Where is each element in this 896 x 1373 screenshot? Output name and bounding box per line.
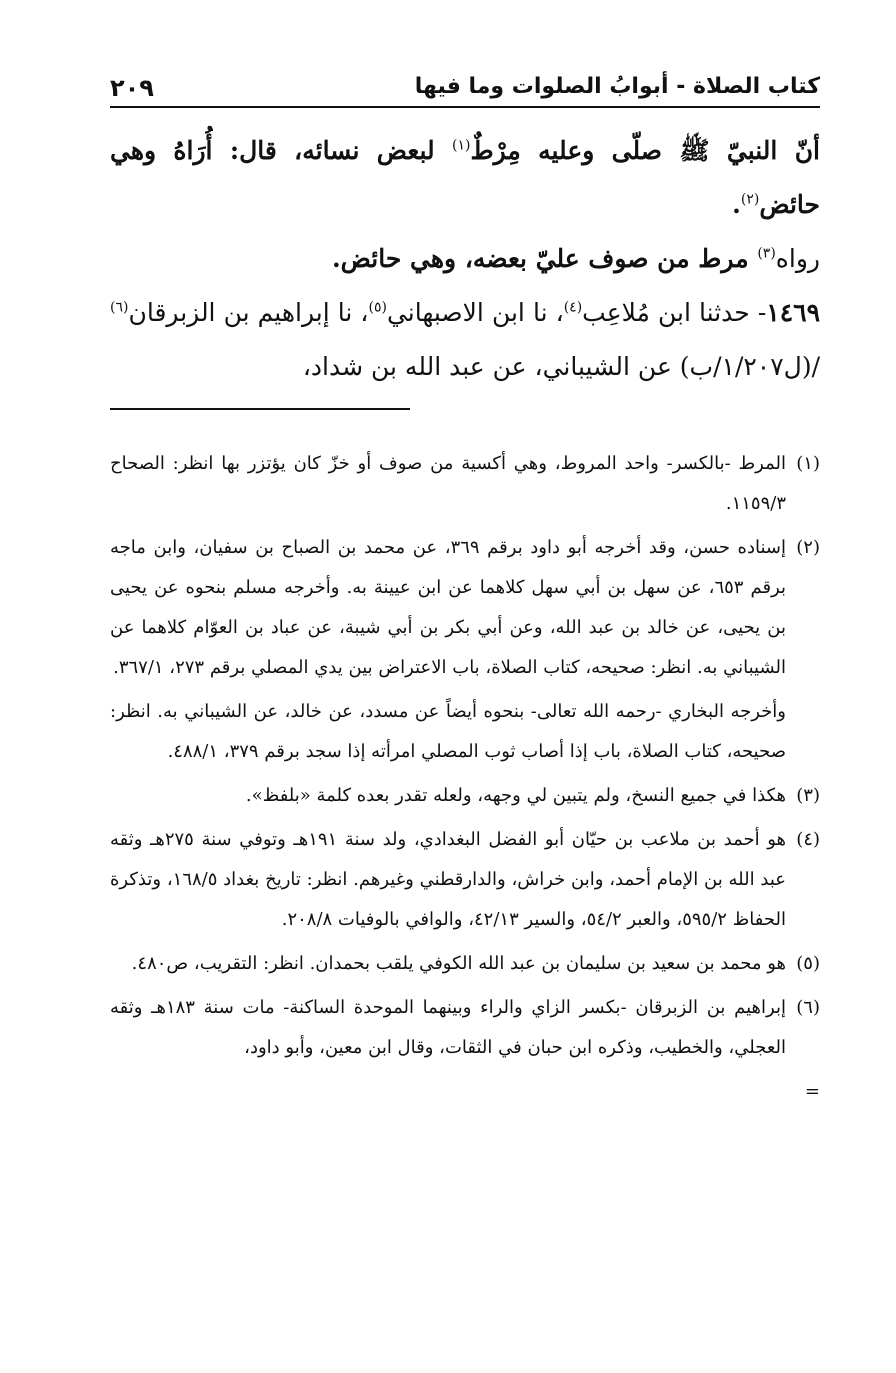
footnote-text: هكذا في جميع النسخ، ولم يتبين لي وجهه، ولعله تقدر بعده كلمة «بلفظ».: [245, 785, 786, 806]
footnotes: [110, 444, 820, 1112]
header-rule: [110, 106, 820, 108]
footnote-4: [110, 820, 820, 940]
page-number: ٢٠٩: [110, 74, 154, 102]
page: [110, 70, 820, 1130]
main-line-1-end: .: [732, 190, 741, 219]
footnote-ref-1: (١): [451, 137, 471, 154]
footnote-text: المرط -بالكسر- واحد المروط، وهي أكسية من صوف أو خزّ كان يؤتزر بها انظر: الصحاح ١١٥٩/٣.: [110, 453, 786, 514]
main-line-1-mid: لبعض نسائه، قال: أُرَاهُ وهي حائض: [110, 136, 820, 219]
hadith-text-b: ، نا ابن الاصبهاني: [386, 298, 564, 327]
main-line-2: [110, 232, 820, 286]
footnote-1: [110, 444, 820, 524]
footnote-3: [110, 776, 820, 816]
footnote-text: إبراهيم بن الزبرقان -بكسر الزاي والراء وبينهما الموحدة الساكنة- مات سنة ١٨٣هـ وثقه العجلي، والخطيب، وذكره ابن حبان في الثقات، وقال ابن معين، وأبو داود،: [110, 997, 786, 1058]
main-hadith-1469: [110, 286, 820, 394]
main-text: [110, 124, 820, 394]
footnote-ref-4: (٤): [563, 299, 583, 316]
footnote-number: (٤): [796, 829, 821, 850]
footnote-ref-5: (٥): [368, 299, 387, 316]
hadith-text-c: ، نا إبراهيم بن الزبرقان: [128, 298, 369, 327]
main-line-2-start: رواه: [775, 244, 820, 273]
footnote-2-continuation: [110, 692, 820, 772]
main-line-1: [110, 124, 820, 232]
footnote-number: (٢): [796, 537, 820, 558]
footnote-ref-3: (٣): [757, 245, 776, 262]
running-header: [110, 70, 820, 106]
continuation-mark: =: [804, 1081, 820, 1102]
footnote-text: هو محمد بن سعيد بن سليمان بن عبد الله الكوفي يلقب بحمدان. انظر: التقريب، ص٤٨٠.: [131, 953, 786, 974]
hadith-number: ١٤٦٩: [766, 298, 820, 327]
hadith-text-d: /(ل١/٢٠٧/ب) عن الشيباني، عن عبد الله بن شداد،: [302, 352, 820, 381]
main-line-1-start: أنّ النبيّ ﷺ صلّى وعليه مِرْطٌ: [470, 136, 821, 165]
footnote-text: هو أحمد بن ملاعب بن حيّان أبو الفضل البغدادي، ولد سنة ١٩١هـ وتوفي سنة ٢٧٥هـ وثقه عبد الله بن الإمام أحمد، وابن خراش، والدارقطني وغيرهم. انظر: تاريخ بغداد ١٦٨/٥، وتذكرة الحفاظ ٥٩٥/٢، والعبر ٥٤/٢، والسير ٤٢/١٣، والوافي بالوفيات ٢٠٨/٨.: [110, 829, 787, 930]
footnote-separator: [110, 408, 820, 428]
header-title: كتاب الصلاة - أبوابُ الصلوات وما فيها: [414, 74, 820, 99]
hadith-text-a: - حدثنا ابن مُلاعِب: [582, 298, 767, 327]
footnote-ref-2: (٢): [740, 191, 760, 208]
footnote-5: [110, 944, 820, 984]
footnote-number: (١): [796, 453, 820, 474]
footnote-2: [110, 528, 820, 688]
footnote-number: (٥): [796, 953, 820, 974]
footnote-text: وأخرجه البخاري -رحمه الله تعالى- بنحوه أيضاً عن مسدد، عن خالد، عن الشيباني به. انظر: صحيحه، كتاب الصلاة، باب إذا أصاب ثوب المصلي امرأته إذا سجد برقم ٣٧٩، ٤٨٨/١.: [110, 701, 786, 762]
footnote-number: (٦): [796, 997, 820, 1018]
footnote-number: (٣): [796, 785, 820, 806]
main-line-2-end: مرط من صوف عليّ بعضه، وهي حائض.: [331, 244, 758, 273]
footnote-6: [110, 988, 820, 1068]
footnote-ref-6: (٦): [110, 299, 129, 316]
footnote-text: إسناده حسن، وقد أخرجه أبو داود برقم ٣٦٩، عن محمد بن الصباح بن سفيان، وابن ماجه برقم ٦٥٣، عن سهل بن أبي سهل كلاهما عن ابن عيينة به. وأخرجه مسلم بنحوه عن يحيى بن يحيى، عن خالد بن عبد الله، وعن أبي بكر بن أبي شيبة، عن عباد بن العوّام كلاهما عن الشيباني به. انظر: صحيحه، كتاب الصلاة، باب الاعتراض بين يدي المصلي برقم ٢٧٣، ٣٦٧/١.: [110, 537, 786, 678]
